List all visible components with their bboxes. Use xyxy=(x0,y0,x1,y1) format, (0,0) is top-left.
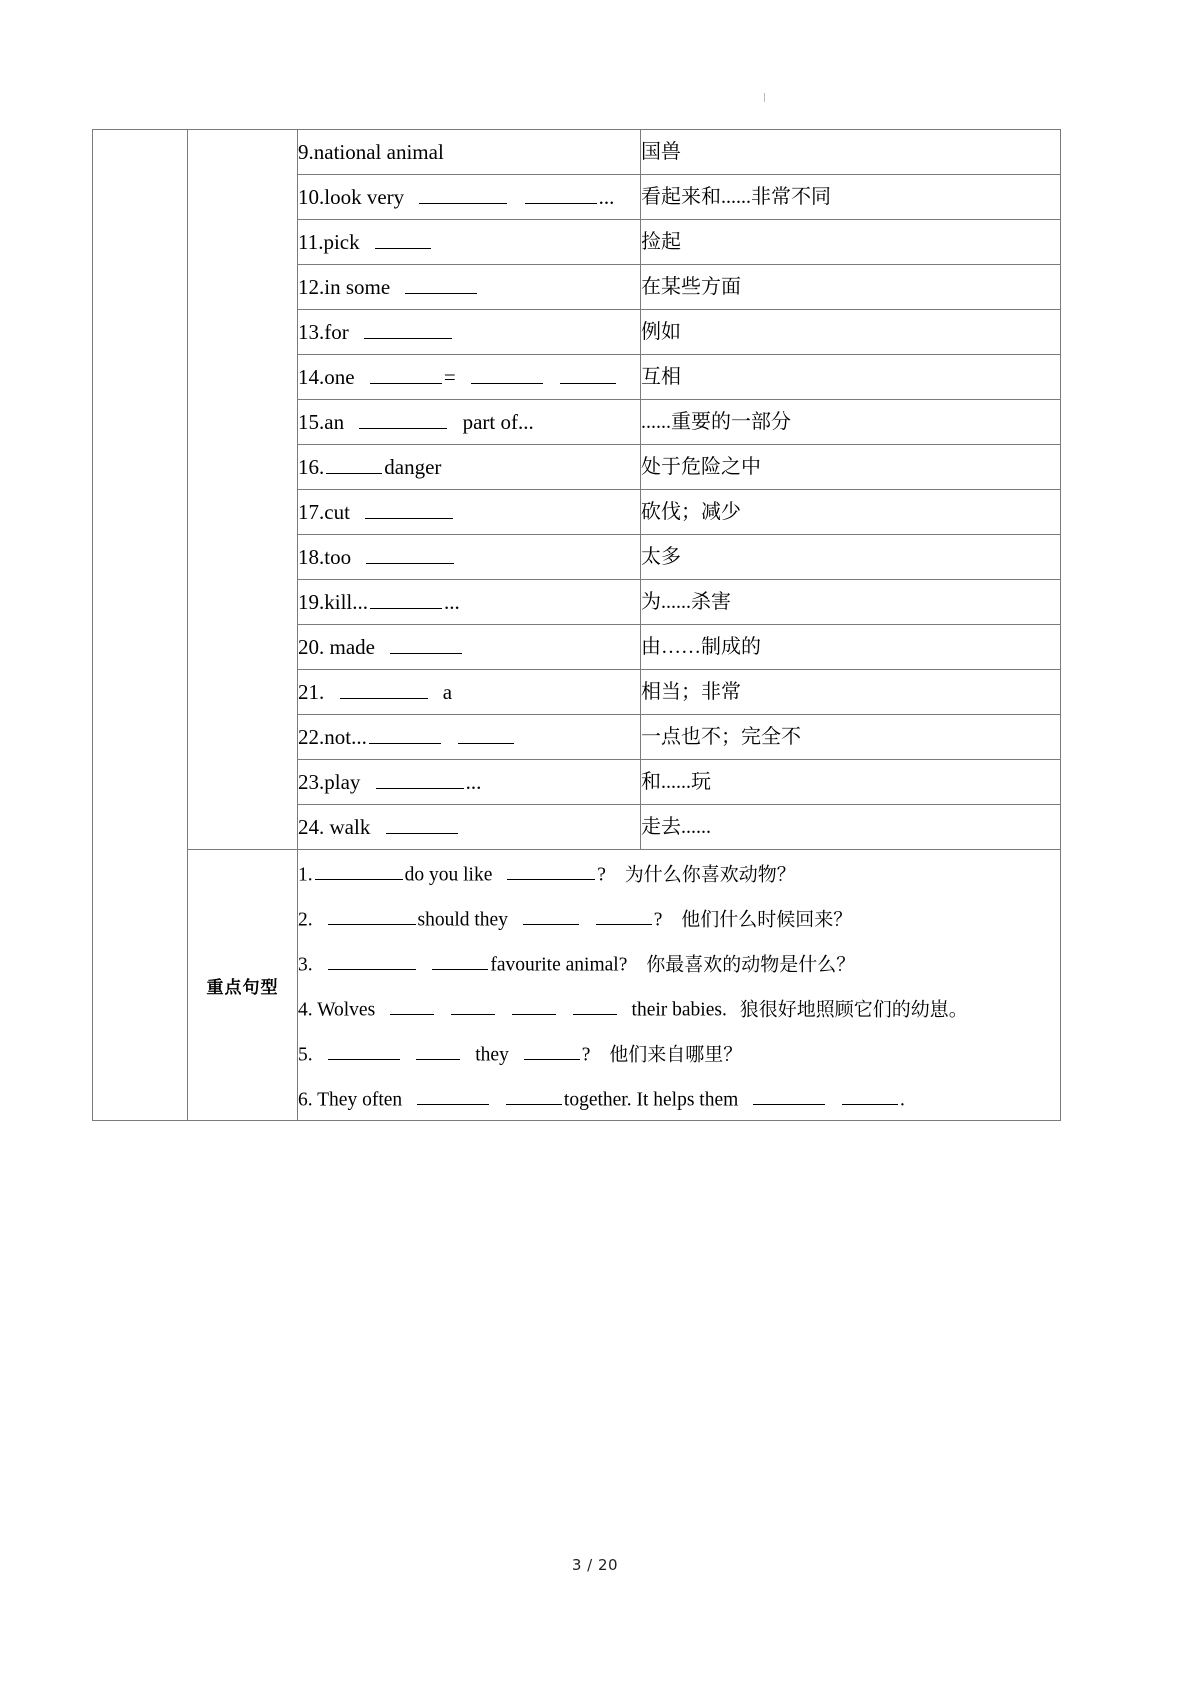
phrase-chinese: 一点也不；完全不 xyxy=(641,715,1061,760)
phrase-text: 12.in some xyxy=(298,275,391,300)
phrase-chinese: 和......玩 xyxy=(641,760,1061,805)
fill-blank[interactable] xyxy=(432,951,488,971)
sentences-section-label: 重点句型 xyxy=(188,850,298,1121)
phrase-english xyxy=(298,580,641,625)
fill-blank[interactable] xyxy=(376,768,464,789)
fill-blank[interactable] xyxy=(365,498,453,519)
text-cursor-artifact xyxy=(764,93,765,102)
phrase-chinese: 互相 xyxy=(641,355,1061,400)
fill-blank[interactable] xyxy=(340,678,428,699)
fill-blank[interactable] xyxy=(573,996,617,1016)
fill-blank[interactable] xyxy=(326,453,382,474)
fill-blank[interactable] xyxy=(370,588,442,609)
sentence-text: they xyxy=(475,1044,509,1066)
phrase-chinese: 国兽 xyxy=(641,130,1061,175)
phrase-text: 11.pick xyxy=(298,230,360,255)
phrase-text: 18.too xyxy=(298,545,352,570)
phrase-suffix: ... xyxy=(444,590,460,615)
phrase-english xyxy=(298,670,641,715)
phrase-text: 16. xyxy=(298,455,325,480)
phrases-section-label xyxy=(188,130,298,850)
phrase-chinese: 例如 xyxy=(641,310,1061,355)
sentence-line xyxy=(298,850,1060,895)
sentence-number: 5. xyxy=(298,1044,313,1066)
phrase-chinese: 在某些方面 xyxy=(641,265,1061,310)
vocabulary-table xyxy=(92,129,1061,1121)
fill-blank[interactable] xyxy=(386,813,458,834)
fill-blank[interactable] xyxy=(370,363,442,384)
phrase-suffix: part of... xyxy=(462,410,534,435)
phrase-text: 17.cut xyxy=(298,500,350,525)
phrase-text: 23.play xyxy=(298,770,361,795)
phrase-chinese: 相当；非常 xyxy=(641,670,1061,715)
phrase-chinese: 由……制成的 xyxy=(641,625,1061,670)
phrase-chinese: 砍伐；减少 xyxy=(641,490,1061,535)
fill-blank[interactable] xyxy=(596,906,652,926)
fill-blank[interactable] xyxy=(523,906,579,926)
sentence-text: favourite animal? xyxy=(490,954,628,976)
sentence-text: should they xyxy=(417,909,508,931)
phrase-english xyxy=(298,175,641,220)
phrase-chinese: 为......杀害 xyxy=(641,580,1061,625)
phrase-text: 15.an xyxy=(298,410,345,435)
phrase-chinese: ......重要的一部分 xyxy=(641,400,1061,445)
phrase-english xyxy=(298,715,641,760)
fill-blank[interactable] xyxy=(328,1041,400,1061)
fill-blank[interactable] xyxy=(506,1086,562,1106)
fill-blank[interactable] xyxy=(364,318,452,339)
sentence-number: 2. xyxy=(298,909,313,931)
phrase-suffix: ... xyxy=(465,770,482,795)
sentence-chinese: 为什么你喜欢动物？ xyxy=(624,864,796,886)
phrase-text: 10.look very xyxy=(298,185,405,210)
fill-blank[interactable] xyxy=(471,363,543,384)
sentence-text: together. It helps them xyxy=(563,1089,739,1111)
sentence-chinese: 他们什么时候回来？ xyxy=(681,909,853,931)
sentence-chinese: 狼很好地照顾它们的幼崽。 xyxy=(739,999,968,1021)
fill-blank[interactable] xyxy=(458,723,514,744)
phrase-chinese: 走去...... xyxy=(641,805,1061,850)
phrase-english xyxy=(298,220,641,265)
fill-blank[interactable] xyxy=(512,996,556,1016)
phrase-english xyxy=(298,490,641,535)
fill-blank[interactable] xyxy=(419,183,507,204)
phrase-text: 20. made xyxy=(298,635,375,660)
table-row xyxy=(93,130,1061,175)
sentence-text: their babies. xyxy=(631,999,727,1021)
phrase-chinese: 看起来和......非常不同 xyxy=(641,175,1061,220)
phrase-english xyxy=(298,625,641,670)
fill-blank[interactable] xyxy=(315,861,403,881)
sentence-line xyxy=(298,940,1060,985)
phrase-english xyxy=(298,310,641,355)
sentence-text: ? xyxy=(653,909,663,931)
phrase-suffix: ... xyxy=(598,185,615,210)
phrase-english xyxy=(298,805,641,850)
phrase-suffix: a xyxy=(442,680,453,705)
fill-blank[interactable] xyxy=(451,996,495,1016)
sentence-text: ? xyxy=(597,864,606,886)
fill-blank[interactable] xyxy=(416,1041,460,1061)
sentence-line xyxy=(298,985,1060,1030)
fill-blank[interactable] xyxy=(328,951,416,971)
phrase-chinese: 处于危险之中 xyxy=(641,445,1061,490)
fill-blank[interactable] xyxy=(366,543,454,564)
phrase-suffix: danger xyxy=(384,455,442,480)
phrase-text: 13.for xyxy=(298,320,349,345)
sentence-line xyxy=(298,895,1060,940)
sentence-number: 4. Wolves xyxy=(298,999,376,1021)
sentence-number: 6. They often xyxy=(298,1089,403,1111)
fill-blank[interactable] xyxy=(369,723,441,744)
sentence-line xyxy=(298,1030,1060,1075)
fill-blank[interactable] xyxy=(405,273,477,294)
table-row-sentences xyxy=(93,850,1061,1121)
fill-blank[interactable] xyxy=(359,408,447,429)
fill-blank[interactable] xyxy=(507,861,595,881)
phrase-text: 22.not... xyxy=(298,725,367,750)
sentence-number: 3. xyxy=(298,954,313,976)
phrase-english xyxy=(298,760,641,805)
phrase-chinese: 捡起 xyxy=(641,220,1061,265)
fill-blank[interactable] xyxy=(560,363,616,384)
phrase-text: 9.national animal xyxy=(298,139,444,164)
sentence-text: ? xyxy=(581,1044,591,1066)
phrase-english xyxy=(298,130,641,175)
fill-blank[interactable] xyxy=(390,996,434,1016)
sentence-patterns-cell xyxy=(298,850,1061,1121)
phrase-text: 14.one xyxy=(298,365,355,390)
fill-blank[interactable] xyxy=(375,228,431,249)
sentence-text: . xyxy=(900,1089,905,1111)
fill-blank[interactable] xyxy=(390,633,462,654)
sentence-number: 1. xyxy=(298,864,313,886)
phrase-english: 14.one = xyxy=(298,355,641,400)
sentence-chinese: 他们来自哪里？ xyxy=(609,1044,743,1066)
sentence-text: do you like xyxy=(404,864,493,886)
phrase-text: 24. walk xyxy=(298,815,371,840)
phrase-english xyxy=(298,265,641,310)
fill-blank[interactable] xyxy=(842,1086,898,1106)
fill-blank[interactable] xyxy=(525,183,597,204)
fill-blank[interactable] xyxy=(524,1041,580,1061)
page-number-footer: 3 / 20 xyxy=(571,1556,619,1574)
fill-blank[interactable] xyxy=(753,1086,825,1106)
phrase-english xyxy=(298,445,641,490)
sentence-line xyxy=(298,1075,1060,1120)
fill-blank[interactable] xyxy=(417,1086,489,1106)
phrase-english xyxy=(298,535,641,580)
phrase-text: 19.kill... xyxy=(298,590,369,615)
sentence-chinese: 你最喜欢的动物是什么？ xyxy=(646,954,856,976)
phrase-english xyxy=(298,400,641,445)
phrase-chinese: 太多 xyxy=(641,535,1061,580)
fill-blank[interactable] xyxy=(328,906,416,926)
vocabulary-table-container xyxy=(92,129,1060,1121)
green-accent-column xyxy=(93,130,188,1121)
phrase-text: 21. xyxy=(298,680,325,705)
